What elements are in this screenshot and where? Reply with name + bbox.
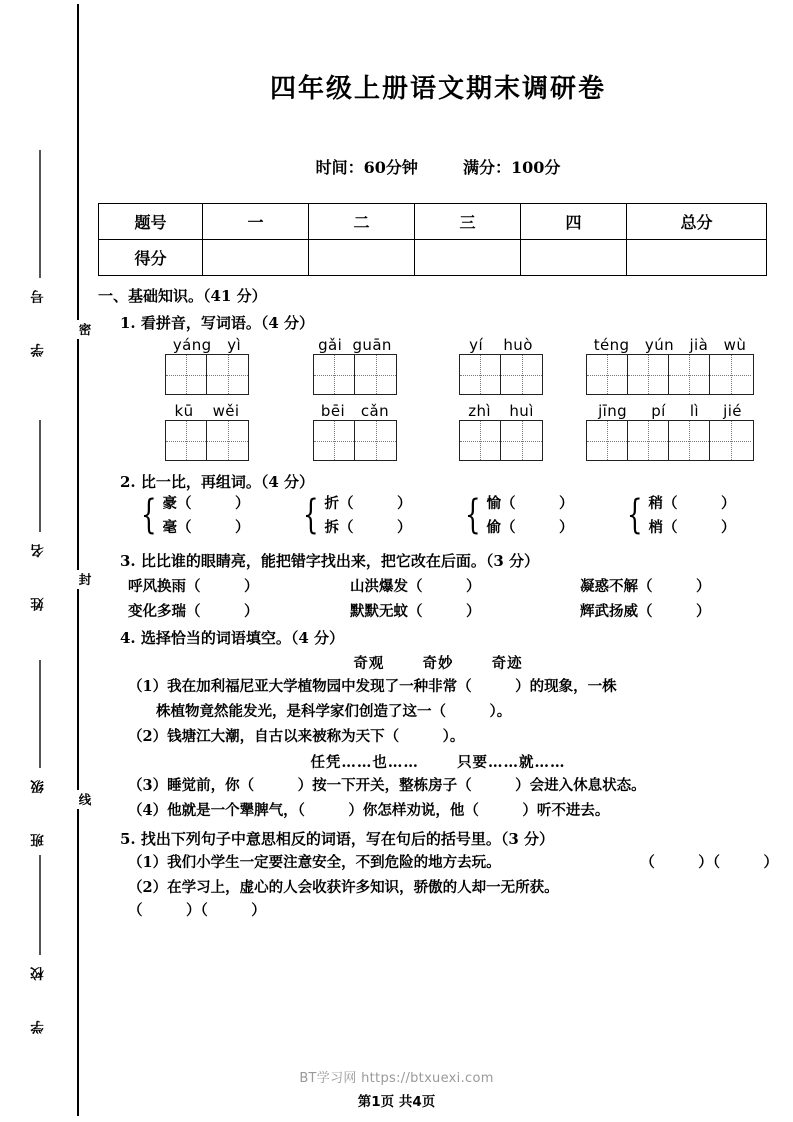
pinyin-syllable: kū — [174, 402, 194, 420]
score-row-label-0: 题号 — [99, 204, 203, 240]
word-bank-option[interactable]: 任凭……也…… — [310, 754, 419, 772]
question-5-blanks-1[interactable]: （ ）（ ） — [640, 853, 778, 871]
tianzige-cell[interactable] — [460, 355, 501, 394]
tianzige-cell[interactable] — [207, 421, 248, 460]
tianzige-cell[interactable] — [355, 355, 396, 394]
pinyin-row-2 — [120, 399, 778, 465]
student-name-rule — [39, 420, 41, 532]
tianzige-grid[interactable] — [165, 420, 249, 461]
idiom-item[interactable]: 变化多瑞（ ） — [128, 603, 259, 620]
tianzige-cell[interactable] — [669, 421, 710, 460]
exam-content — [98, 0, 778, 1122]
word-pair-group-2 — [298, 492, 411, 537]
idiom-row-2 — [128, 600, 778, 621]
question-4-prompt: 4. 选择恰当的词语填空。（4 分） — [120, 629, 345, 647]
tianzige-grid[interactable] — [313, 420, 397, 461]
page-footer — [0, 1067, 793, 1122]
pinyin-text-1-1 — [165, 333, 249, 354]
site-watermark: BT学习网 https://btxuexi.com — [299, 1071, 494, 1086]
brace-icon: { — [302, 491, 319, 538]
word-bank-1 — [98, 652, 778, 673]
word-bank-option[interactable]: 只要……就…… — [457, 754, 566, 772]
student-class-field[interactable] — [22, 660, 58, 847]
tianzige-cell[interactable] — [166, 355, 207, 394]
score-col-4: 四 — [521, 204, 627, 240]
word-bank-2 — [98, 751, 778, 772]
idiom-item[interactable]: 凝惑不解（ ） — [580, 578, 711, 595]
pinyin-syllable: pí — [651, 402, 666, 420]
question-4-item-1a[interactable]: （1）我在加利福尼亚大学植物园中发现了一种非常（ ）的现象，一株 — [128, 678, 617, 695]
tianzige-cell[interactable] — [460, 421, 501, 460]
pinyin-syllable: jié — [723, 402, 742, 420]
student-id-label: 学 号 — [31, 278, 48, 357]
word-bank-option[interactable]: 奇迹 — [491, 655, 523, 672]
tianzige-grid[interactable] — [586, 354, 754, 395]
word-pair-top[interactable]: 愉（ ） — [486, 495, 574, 512]
word-bank-option[interactable]: 奇观 — [353, 655, 385, 672]
page-number: 第1页 共4页 — [357, 1094, 436, 1110]
score-table — [98, 203, 767, 276]
tianzige-cell[interactable] — [314, 421, 355, 460]
question-1-prompt: 1. 看拼音，写词语。（4 分） — [120, 314, 315, 332]
idiom-item[interactable]: 呼风换雨（ ） — [128, 578, 259, 595]
pinyin-group-1-3 — [459, 333, 543, 395]
question-2-prompt: 2. 比一比，再组词。（4 分） — [120, 473, 315, 491]
pinyin-text-2-2 — [313, 399, 397, 420]
word-pair-bottom[interactable]: 拆（ ） — [324, 519, 412, 536]
question-4-item-1b[interactable]: 株植物竟然能发光，是科学家们创造了这一（ ）。 — [156, 702, 512, 720]
idiom-row-1 — [128, 575, 778, 596]
pinyin-group-1-2 — [313, 333, 397, 395]
student-school-field[interactable] — [22, 855, 58, 1034]
tianzige-cell[interactable] — [587, 421, 628, 460]
pinyin-syllable: huì — [509, 402, 534, 420]
seal-mark-feng: 封 — [68, 570, 90, 589]
student-class-label: 班 级 — [31, 768, 48, 847]
student-name-label: 姓 名 — [31, 532, 48, 611]
question-4-item-2[interactable]: （2）钱塘江大潮，自古以来被称为天下（ ）。 — [128, 727, 465, 745]
question-2-pairs — [128, 492, 778, 544]
question-3-prompt: 3. 比比谁的眼睛亮，能把错字找出来，把它改在后面。（3 分） — [120, 552, 540, 570]
pinyin-syllable: yí — [469, 336, 484, 354]
score-col-1: 一 — [203, 204, 309, 240]
tianzige-cell[interactable] — [501, 421, 542, 460]
pinyin-text-1-2 — [313, 333, 397, 354]
pinyin-text-2-1 — [165, 399, 249, 420]
seal-line-column — [0, 0, 92, 1122]
word-pair-top[interactable]: 折（ ） — [324, 495, 412, 512]
word-pair-top[interactable]: 豪（ ） — [162, 495, 250, 512]
question-5-item-2 — [128, 877, 778, 923]
score-col-total: 总分 — [627, 204, 767, 240]
word-pair-bottom[interactable]: 毫（ ） — [162, 519, 250, 536]
tianzige-cell[interactable] — [355, 421, 396, 460]
tianzige-cell[interactable] — [710, 421, 751, 460]
idiom-item[interactable]: 山洪爆发（ ） — [350, 578, 481, 595]
pinyin-group-2-4 — [586, 399, 754, 461]
pinyin-group-2-2 — [313, 399, 397, 461]
exam-meta — [98, 155, 778, 178]
word-bank-option[interactable]: 奇妙 — [422, 655, 454, 672]
question-5-prompt: 5. 找出下列句子中意思相反的词语，写在句后的括号里。（3 分） — [120, 829, 555, 848]
tianzige-cell[interactable] — [166, 421, 207, 460]
seal-vertical-line — [77, 4, 79, 1116]
section-heading-basic-knowledge: 一、基础知识。（41 分） — [98, 287, 267, 305]
word-pair-top[interactable]: 稍（ ） — [648, 495, 736, 512]
tianzige-grid[interactable] — [586, 420, 754, 461]
pinyin-syllable: wù — [723, 336, 747, 354]
score-col-3: 三 — [415, 204, 521, 240]
tianzige-cell[interactable] — [314, 355, 355, 394]
question-5-sentence-2: （2）在学习上，虚心的人会收获许多知识，骄傲的人却一无所获。 — [128, 878, 559, 896]
brace-icon: { — [626, 491, 643, 538]
pinyin-syllable: yún — [644, 336, 675, 354]
pinyin-syllable: gǎi — [318, 336, 343, 354]
tianzige-grid[interactable] — [459, 420, 543, 461]
brace-icon: { — [140, 491, 157, 538]
idiom-item[interactable]: 辉武扬威（ ） — [580, 603, 711, 620]
question-4-item-4[interactable]: （4）他就是一个犟脾气，（ ）你怎样劝说，他（ ）听不进去。 — [128, 802, 610, 819]
student-name-field[interactable] — [22, 420, 58, 611]
pinyin-syllable: wěi — [212, 402, 240, 420]
pinyin-text-1-3 — [459, 333, 543, 354]
pinyin-text-2-4 — [586, 399, 754, 420]
pinyin-syllable: bēi — [320, 402, 346, 420]
word-pair-group-1 — [136, 492, 249, 537]
tianzige-cell[interactable] — [628, 421, 669, 460]
pinyin-group-2-3 — [459, 399, 543, 461]
tianzige-cell[interactable] — [207, 355, 248, 394]
word-pair-labels-3 — [486, 492, 573, 537]
pinyin-syllable: guān — [352, 336, 392, 354]
tianzige-cell[interactable] — [628, 355, 669, 394]
score-cell-3[interactable] — [415, 240, 521, 276]
score-cell-4[interactable] — [521, 240, 627, 276]
student-class-rule — [39, 660, 41, 768]
word-pair-labels-4 — [648, 492, 735, 537]
pinyin-syllable: lì — [689, 402, 699, 420]
pinyin-syllable: huò — [503, 336, 533, 354]
pinyin-group-1-1 — [165, 333, 249, 395]
table-row-question-numbers — [99, 204, 767, 240]
idiom-item[interactable]: 默默无蚊（ ） — [350, 603, 481, 620]
student-id-rule — [39, 150, 41, 278]
seal-mark-xian: 线 — [68, 790, 90, 809]
pinyin-syllable: cǎn — [360, 402, 390, 420]
exam-full-score: 满分：100分 — [463, 158, 561, 177]
score-col-2: 二 — [309, 204, 415, 240]
pinyin-text-2-3 — [459, 399, 543, 420]
score-cell-2[interactable] — [309, 240, 415, 276]
question-5-sentence-1: （1）我们小学生一定要注意安全，不到危险的地方去玩。 — [128, 853, 501, 871]
pinyin-syllable: jià — [689, 336, 709, 354]
student-school-label: 学 校 — [31, 955, 48, 1034]
pinyin-text-1-4 — [586, 333, 754, 354]
brace-icon: { — [464, 491, 481, 538]
pinyin-group-1-4 — [586, 333, 754, 395]
pinyin-row-1 — [120, 333, 778, 399]
word-pair-bottom[interactable]: 梢（ ） — [648, 519, 736, 536]
pinyin-group-2-1 — [165, 399, 249, 461]
exam-time: 时间：60分钟 — [315, 158, 418, 177]
word-pair-labels-1 — [162, 492, 249, 537]
pinyin-syllable: téng — [593, 336, 630, 354]
tianzige-grid[interactable] — [165, 354, 249, 395]
word-pair-group-3 — [460, 492, 573, 537]
pinyin-syllable: jīng — [598, 402, 628, 420]
tianzige-cell[interactable] — [587, 355, 628, 394]
word-pair-bottom[interactable]: 偷（ ） — [486, 519, 574, 536]
tianzige-grid[interactable] — [459, 354, 543, 395]
pinyin-syllable: yáng — [172, 336, 212, 354]
tianzige-cell[interactable] — [501, 355, 542, 394]
word-pair-labels-2 — [324, 492, 411, 537]
page-title: 四年级上册语文期末调研卷 — [269, 74, 606, 104]
pinyin-syllable: zhì — [468, 402, 491, 420]
seal-mark-mi: 密 — [68, 320, 90, 339]
score-cell-total[interactable] — [627, 240, 767, 276]
question-5-line-1 — [128, 852, 778, 874]
question-4-item-3[interactable]: （3）睡觉前，你（ ）按一下开关，整栋房子（ ）会进入休息状态。 — [128, 777, 646, 795]
tianzige-cell[interactable] — [710, 355, 751, 394]
score-cell-1[interactable] — [203, 240, 309, 276]
score-row-label-1: 得分 — [99, 240, 203, 276]
tianzige-cell[interactable] — [669, 355, 710, 394]
table-row-scores — [99, 240, 767, 276]
pinyin-syllable: yì — [227, 336, 242, 354]
question-5-item-1 — [128, 852, 778, 874]
tianzige-grid[interactable] — [313, 354, 397, 395]
question-5-blanks-2[interactable]: （ ）（ ） — [128, 902, 266, 920]
student-id-field[interactable] — [22, 150, 58, 357]
student-school-rule — [39, 855, 41, 955]
word-pair-group-4 — [622, 492, 735, 537]
